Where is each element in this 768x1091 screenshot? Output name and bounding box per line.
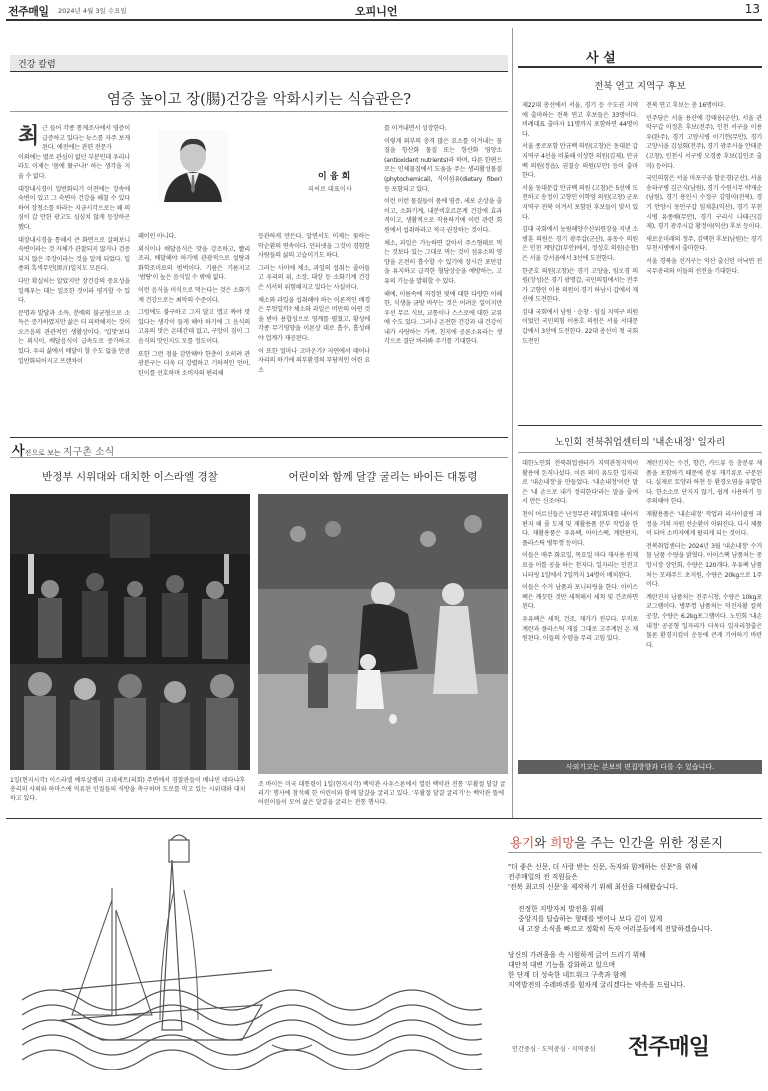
title-underline [10,111,508,112]
photo-header-prefix: 사 [12,444,25,459]
editorial-1-col-right [646,101,762,405]
editorial-paragraph: 서울 경북을 선거구는 익산 출신인 이낙연 전 국무총리와 이들의 선전을 기대한다. [646,257,762,275]
column-label: 건강 칼럼 [18,60,56,70]
column-paragraph: 이 또한 얼마나 고마운가? 자연에서 태어나 자리의 하기에 의부환경의 부담적인 어린 요소 [258,347,370,374]
ad-headline-rest: 을 주는 인간을 위한 정론지 [574,835,724,850]
masthead [0,0,768,20]
editorial-footer-note: 사외기고는 본보의 편집방향과 다를 수 있습니다. [565,763,715,771]
header-rule [6,19,762,21]
column-col-3 [258,232,370,450]
ad-top-rule [6,818,762,819]
editorial-paragraph: 전북 연고 후보는 총 16명이다. [646,102,725,109]
ad-headline-wa: 와 [534,835,551,850]
photo-biden-egg-roll [258,494,508,774]
editorial-title-2: 노인회 전북취업센터의 '내손내정' 일자리 [554,437,726,448]
editorial-label-rule [518,66,762,68]
ad-line: 중앙지를 답습하는 형태를 벗어나 보다 깊이 있게 [518,915,663,923]
ad-headline-rule [508,852,762,853]
editorial-paragraph: 이들은 매주 화요일, 목요일 마다 재사용 원재료을 이를 공을 하는 천지다. 일자리는 인전고 니터링 1일에서 7일까지 14명이 배치된다. [522,552,638,579]
column-title: 염증 높이고 장(腸)건강을 악화시키는 식습관은? [106,92,412,108]
editorial-paragraph: 우유팩은 세척, 건조, 재가가 전부다. 부직포 계란과 플라스틱 재질 그대로 고주계된 온 재원된다. 이들의 수령을 무리 고임 있다. [522,615,638,643]
ad-illustration [22,830,482,1070]
author-title: 피씨로 대표이사 [308,186,352,193]
column-paragraph: 체소와 과일을 섭취해야 하는 이론적인 배경은 무엇일까? 체소와 과일은 비만의 어떤 것을 받아 용합성으로 영계를 펼쳤고, 황성에 각종 무기영양을 이론상 대로 흡수, 흡성해야 업계가 재공된다. [258,296,370,342]
column-label-rule [10,71,508,72]
column-paragraph: 그러는 사이에 체소, 과일의 섭취는 줄어들고 우리의 위, 소장, 대장 등 소화기계 건강은 서서히 위험해지고 있다는 사실이다. [258,264,370,291]
photo-left-title: 반정부 시위대와 대치한 이스라엘 경찰 [42,471,218,483]
ad-line: 진정한 지방자치 발전을 위해 [518,905,604,913]
ad-line: 내 고장 소식을 빠르고 정확히 독자 여러분들에게 전달하겠습니다. [518,925,713,933]
editorial-paragraph: 김대 국회에서 남원 · 순창 · 임실 지역구 의원이었던 국민의힘 이용호 의원은 서울 서대문갑에서 3선에 도전한다. 22대 총선이 첫 국회 도전인 [522,308,638,345]
section-title: 오피니언 [355,5,398,18]
author-name: 이 융 희 [318,172,351,182]
editorial-paragraph: 재활용품은 '내손내정' 작업과 리사이클링 과정을 거쳐 자원 선순환이 이뤄진다. 다시 제품이 되어 소비자에게 팔리게 되는 것이다. [646,510,762,538]
column-paragraph: 문명과 발달과 소득, 분배의 불균형으로 소득은 증가하였지만 삶은 더 피곽해지는 것이 오즈음의 관관적인 생활상이다. '입맛'보다는 외식이, 배달음식이 급속도로 증가하고 있다. 우리 삶에서 배달이 할 수도 없을 만큼 일반화되어지고 프랜차이 [18,309,130,365]
editorial-paragraph: 한준호 의원(고창)은 경기 고양을, 임오경 의원(장성)은 경기 광명갑, 국민의힘에서는 전주가 고향인 이용 의원이 경기 하남시 갑에서 재선에 도전한다. [522,267,638,304]
ad-line: 전주매일의 전 직원들은 [508,873,578,881]
header-logo: 전주매일 [8,5,49,18]
photo-israel-police [10,494,250,770]
ad-paragraph-1 [508,862,762,892]
column-col-4 [384,124,502,450]
column-paragraph: 또한 그런 점을 감안해야 한층이 오히려 관광분구는 더욱 더 강렬하고 기하적인 언어, 틴이를 선호하며 소비자의 편리해 [138,350,250,377]
photo-right-caption: 조 바이든 미국 대통령이 1일(현지시각) 백악관 사우스론에서 열린 백악관 전통 '부활절 달걀 굴리기' 행사에 참석해 한 어린이와 함께 달걀을 굴리고 있다. '부활절 달걀 굴리기'는 백악관 뜰에 어린이들이 모여 삶은 달걀을 굴리는 전통 행사다. [258,781,506,806]
photo-right-title: 어린이와 함께 달걀 굴리는 바이든 대통령 [288,471,478,483]
column-paragraph: 패이인 아니다. [138,233,176,240]
column-paragraph: 외식이나 배달음식은 맛을 강조하고, 빨리 조리, 배달해야 하기에 관광적으로 설탕과 화학조미료의 범벅이다. 기름은 기름지고 '범탕'이 높은 음식일 수 밖에 없다. [138,245,250,282]
ad-headline [510,833,723,851]
column-paragraph: 체소, 과일은 가능하면 갈아서 주스형태로 먹는 것보다 있는 그대로 먹는 것이 섬유소의 영양을 온전히 흡수할 수 있기에 장시간 포만감을 유지하고 급격한 혈당상승을 예방하는, 고유의 기능을 발휘할 수 있다. [384,239,502,285]
editorial-paragraph: 서울 동대문갑 안규백 의원 (고창)은 5선에 도전하고 송정이 고향인 이학영 의원(고창) 군포 지역구 전북 이겨서 포함된 후보들이 맞서 있다. [522,184,638,221]
photo-left-caption: 1일(현지시각) 이스라엘 예루살렘의 크네세트(의회) 주변에서 경찰관들이 베냐민 네타냐후 총리의 사퇴와 하마스에 억류된 인질들의 석방을 촉구하며 도로를 막고 있는 시위대와 대치하고 있다. [10,777,246,802]
column-lead: 근 들어 각종 통계조사에서 염증이 급증하고 있다는 뉴스를 자주 보게 된다. 예전에는 관련 전문가 [42,125,130,152]
editorial-paragraph: 이들은 수거 남품과 포니터링을 한다. 아이스팩은 깨끗한 것만 세척해서 세척 및 건조하면 된다. [522,584,638,611]
column-paragraph: 그럼에도 불구하고 그저 달고 맵고 짜야 맛있다는 생각이 들게 해야 하기에 그 음식의 고유의 맛은 온데간데 없고, 구앙이 짐이 그 음식의 맛인지도 모를 정도이다. [138,309,250,345]
column-paragraph: 를 이겨내면서 성장한다. [384,125,447,132]
dropcap: 최 [18,124,40,149]
column-paragraph: 대장내시경이 일반화되기 이전에는 장속에 숙변이 있고 그 숙변이 건강을 해칠 수 있다 하여 장청소를 하라는 지금시각으로는 왜 의심이 갈 만한 광고도 심심치 않게 등장하곤 했다. [18,185,130,231]
editorial-paragraph: 서울 종로포함 안규백 의원(고창)은 동대문 갑지역구 4선을 비롯해 이상한 의원(김제), 안규백 의원(정읍), 권칠승 의원(부안) 등이 출마한다. [522,143,638,180]
editorial-paragraph: 대한노인회 전북취업센터가 지역관청지역이 활용에 돈직나섰다. 이른 의미 유도한 일자리로 '내손내정'을 만들었다. '내손내정'이란 말은 '내 손으로 내가 정리한다'라는 말을 줄여서 만든 신조어다. [522,460,638,506]
photo-header-mid: 진으로 보는 [24,449,63,457]
photo-header-suffix: 지구촌 소식 [62,447,115,458]
column-paragraph: 이렇게 외부의 충격 많은 요소를 이겨내는 물질을 항산화 물질 또는 항산화 영양소(antioxidant nutrients)라 하며, 다른 한편으로는 인체물질에서 도움을 주는 생리활성물질(phytochemical), 식이섬유(dietary fiber) 등 포함되고 있다. [384,137,502,193]
editorial-paragraph: 새로운미래의 정주, 김택현 후보(남원)는 경기 부천시병에서 출마한다. [646,235,762,253]
editorial-title-1: 전북 연고 지역구 후보 [594,81,686,92]
editorial-2-col-right [646,459,762,729]
photo-header-underline [10,457,508,458]
ad-line: 한 단계 더 성숙한 네트워크 구축과 함께 [508,971,627,979]
ad-line: "더 좋은 신문, 더 사랑 받는 신문, 독자와 함께하는 신문"을 위해 [508,863,698,871]
column-paragraph: 이외에는 별로 관심이 없던 부분인데 우리나라도 이제는 '몸에 왔구나!' 하는 생각을 지울 수 없다. [18,153,130,180]
editorial-paragraph: 국민의힘은 서울 마포구을 함운경(군산), 서울 송파구병 김근식(남원), 경기 수원시무 박재순(남원), 경기 용인시 수정구 김영아(전북), 경기 안양시 동안구갑 임재훈(익산), 경기 부천시병 유종배(무안), 경기 구리시 나태근(김제), 경기 광주시갑 황정아(익산) 후보 등이다. [646,175,762,231]
editorial-paragraph: 제22대 총선에서 서울, 경기 등 수도권 지역에 출마하는 전북 연고 후보들은 33명이다. 비례대표 출마자 11명까지 포함하면 44명이다. [522,102,638,138]
editorial-paragraph: 민주당은 서울 용산에 강태웅(군산), 서울 관악구갑 이정흔 후보(전주), 인천 서구을 이용우(완주), 경기 고양시병 이기헌(무안), 경기 고양시을 김성회(전주), 경기 광주시을 안태준(고창), 인천시 서구병 모경종 후보(김인조 출마) 등이다. [646,114,762,170]
column-paragraph: 다만 확실히는 알았지만 장건강의 중요성을 일깨우는 데는 일조한 것이라 평가할 수 있다. [18,277,130,305]
column-paragraph: 이런 음식을 이식으로 먹는다는 것은 소화기계 건강으로는 최악의 수준이다. [138,286,250,304]
ad-headline-courage: 용기 [510,835,535,850]
editorial-label: 사 설 [586,51,616,66]
editorial-divider [512,28,513,818]
ad-line: '전북 최고의 신문'을 제작하기 위해 최선을 다해왔습니다. [508,883,678,891]
editorial-paragraph: 계란진지 남품처는 전주시청, 수량은 10kg포코그램이다. 병뚜껑 남품처는 덕진자활 칼복공장, 수량은 6.2kg포그램이다. 노인회 '내손내정' 공공형 일자리가 더욱더 일자리창출은 물론 환경지킴이 운동에 큰게 기여하기 바란다. [646,593,762,649]
ad-line: 대안적 대변 기능을 강화하고 있으며 [508,961,616,969]
editorial-paragraph: 계란진지는 수건, 향간, 카드류 등 충분류 제품을 포함하기 때문에 분류 재기류로 구분된다. 실제로 토양과 하천 등 환경오염을 유발한다. 한소소로 단지지 않기, 쉽게 사용하기 등 주의해야 한다. [646,460,762,506]
column-paragraph: 이런 이런 물질들이 몸에 염증, 세포 손상을 줄이고, 소화기계, 내분비호르몬계 건강에 효과적이고, 생활적으로 작용하기에 이런 관련 회원에서 섭취하라고 적극 권장하는 것이다. [384,198,502,234]
header-date: 2024년 4월 3일 수요일 [58,7,127,15]
editorial-paragraph: 김대 국회에서 농림해양수산위원장을 지낸 소병훈 의원은 경기 광주갑(군산), 유동수 의원은 인천 계양갑(부안)에서, 정성호 의원(순창)은 서울 강서을에서 3선에 도전한다. [522,226,638,262]
editorial-1-col-left [522,101,638,405]
ad-paragraph-2 [518,904,762,934]
editorial-paragraph: 전북취업센터는 2024년 3월 '내손내정' 수거물 남품 수량을 밝혔다. 아이스팩 남품처는 중앙시장 상인회, 수량은 120개다. 우유팩 남품처는 모래주드 초지원, 수량은 20kg으로 1주 이다. [646,542,762,589]
column-col-1 [18,124,130,450]
ad-slogan: 인간중심 · 도덕중심 · 지역중심 [512,1046,596,1053]
ad-line: 지역발전의 수레바퀴를 힘차게 굴리겠다는 약속을 드립니다. [508,981,686,989]
editorial-title-2-underline [518,452,762,453]
page-number: 13 [744,2,760,16]
column-paragraph: 등관하게 만든다. 알면서도 이제는 꽃하는 악순환의 연속이다. 인터넷을 그것이 경험한 사람들의 삶의 고습이기도 하다. [258,233,370,260]
editorial-paragraph: 천이 어르신들은 난정무관 레일회대를 내어서 편지 해 줄 도제 및 재활용품 분부 작업을 한다. 재활용품은 우유팩, 아이스팩, 계란판지, 플라스틱 병뚜껑 등이다. [522,510,638,547]
column-paragraph: 대장내시경을 통해서 큰 화면으로 살펴보니 숙변이라는 것 자체가 관찰되지 않거나 검증되지 않은 주장이라는 것을 알게 되었다. 일종의 흑색무언(黑言)일지도 모른다. [18,236,130,273]
editorial-2-col-left [522,459,638,729]
column-label-bar [10,55,508,71]
column-paragraph: 해에, 이름속에 저장된 빛에 대한 다양한 이해한, 식생을 금방 바꾸는 것은 어려운 일이지만 우선 무르 식보, 교통이나 스스로에 대한 교류에 수도 있다. 그러나 온전한 건강과 내 건강이 내가 사랑하는 가족, 친지에 공론소유라는 생각으로 결단 바라봐 주기를 기대한다. [384,290,502,346]
ad-logo: 전주매일 [628,1034,710,1060]
editorial-2-rule [518,425,762,426]
ad-paragraph-3 [508,950,762,990]
author-photo [158,130,228,202]
photo-section-rule [10,437,508,438]
column-col-2 [138,232,250,450]
ad-headline-hope: 희망 [550,835,575,850]
ad-line: 당신의 가려움을 속 시원하게 긁어 드리기 위해 [508,951,646,959]
